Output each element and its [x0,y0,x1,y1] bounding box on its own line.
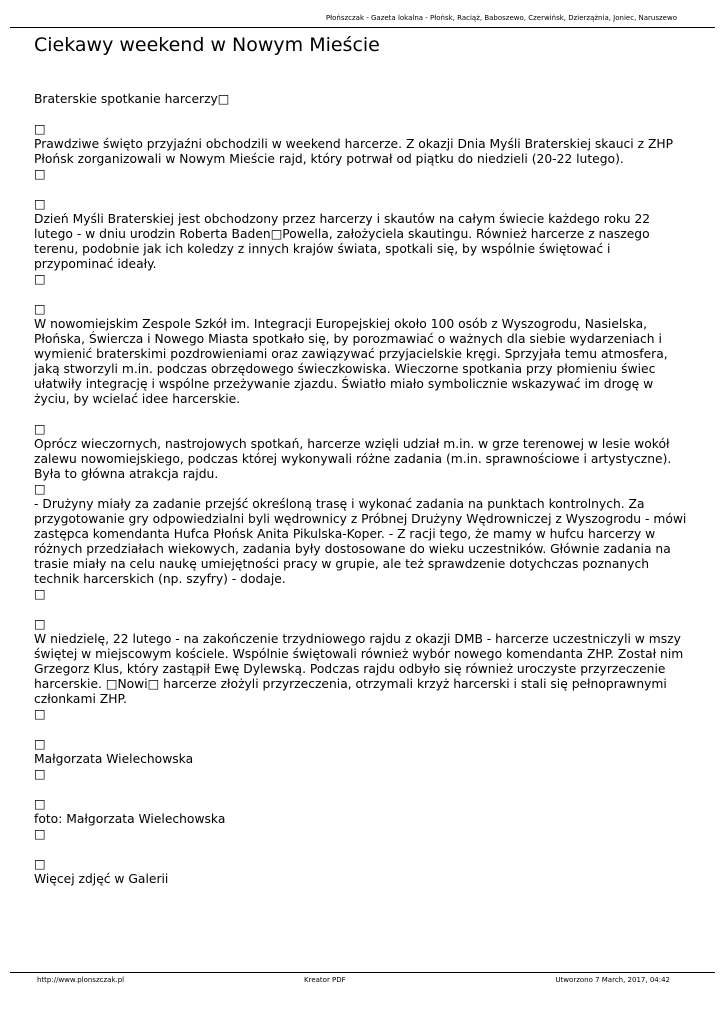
footer-generator: Kreator PDF [304,976,346,984]
header-site-text: Płońszczak - Gazeta lokalna - Płońsk, Raciąż, Baboszewo, Czerwińsk, Dzierzążnia, Joniec, Naruszewo [325,14,677,22]
article-body [34,92,694,887]
photo-credit: □ foto: Małgorzata Wielechowska □ [34,797,226,841]
footer-created-date: Utworzono 7 March, 2017, 04:42 [555,976,670,984]
footer-divider [10,972,715,973]
gallery-link[interactable]: □ Więcej zdjęć w Galerii [34,857,169,886]
header-divider [10,27,715,28]
paragraph-1: □ Prawdziwe święto przyjaźni obchodzili w weekend harcerze. Z okazji Dnia Myśli Braterskiej skauci z ZHP Płońsk zorganizowali w Nowym Mieście rajd, który potrwał od piątku do niedzieli (20-22 lutego). □ [34,122,674,181]
article-title: Ciekawy weekend w Nowym Mieście [34,34,380,56]
paragraph-5: □ W niedzielę, 22 lutego - na zakończenie trzydniowego rajdu z okazji DMB - harcerze uczestniczyli w mszy świętej w miejscowym kościele. Wspólnie świętowali również wybór nowego komendanta ZHP. Został nim Grzegorz Klus, który zastąpił Ewę Dylewską. Podczas rajdu odbyło się również uroczyste przyrzeczenie harcerskie. □Nowi□ harcerze złożyli przyrzeczenia, otrzymali krzyż harcerski i stali się pełnoprawnymi członkami ZHP. □ [34,617,684,721]
article-subtitle: Braterskie spotkanie harcerzy□ [34,92,230,106]
author-line: □ Małgorzata Wielechowska □ [34,737,194,781]
paragraph-3: □ W nowomiejskim Zespole Szkół im. Integracji Europejskiej około 100 osób z Wyszogrodu, Nasielska, Płońska, Świercza i Nowego Miasta spotkało się, by porozmawiać o ważnych dla siebie wydarzeniach i wymienić braterskimi pozdrowieniami oraz zawiązywać przyjacielskie kręgi. Sprzyjała temu atmosfera, jaką stworzyli m.in. podczas obrzędowego świeczkowiska. Wieczorne spotkania przy płomieniu świec ułatwiły integrację i wspólne przeżywanie zjazdu. Światło miało symbolicznie wskazywać im drogę w życiu, by wcielać idee harcerskie. [34,302,668,406]
paragraph-2: □ Dzień Myśli Braterskiej jest obchodzony przez harcerzy i skautów na całym świecie każdego roku 22 lutego - w dniu urodzin Roberta Baden□Powella, założyciela skautingu. Również harcerze z naszego terenu, podobnie jak ich koledzy z innych krajów świata, spotkali się, by wspólnie świętować i przypominać ideały. □ [34,197,651,286]
footer-url[interactable]: http://www.plonszczak.pl [37,976,125,984]
paragraph-4: □ Oprócz wieczornych, nastrojowych spotkań, harcerze wzięli udział m.in. w grze terenowej w lesie wokół zalewu nowomiejskiego, podczas której wykonywali różne zadania (m.in. sprawnościowe i artystyczne). Była to główna atrakcja rajdu. □ - Drużyny miały za zadanie przejść określoną trasę i wykonać zadania na punktach kontrolnych. Za przygotowanie gry odpowiedzialni byli wędrownicy z Próbnej Drużyny Wędrowniczej z Wyszogrodu - mówi zastępca komendanta Hufca Płońsk Anita Pikulska-Koper. - Z racji tego, że mamy w hufcu harcerzy w różnych przedziałach wiekowych, zadania były dostosowane do wieku uczestników. Głównie zadania na trasie miały na celu naukę umiejętności pracy w grupie, ale też sprawdzenie dotychczas poznanych technik harcerskich (np. szyfry) - dodaje. □ [34,422,687,601]
